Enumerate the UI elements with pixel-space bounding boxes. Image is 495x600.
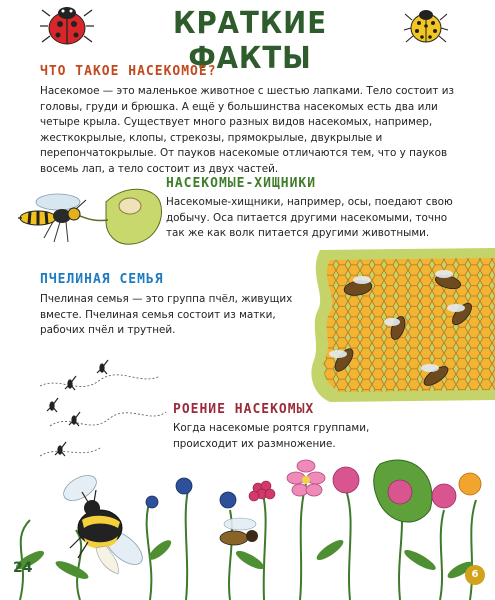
section-text-bee-family: Пчелиная семья — это группа пчёл, живущих вместе. Пчелиная семья состоит из матки, рабочих пчёл и трутней.: [40, 293, 293, 336]
ladybug-icon: [402, 6, 450, 46]
bumblebee-icon: [58, 470, 154, 580]
section-heading-swarming: РОЕНИЕ НАСЕКОМЫХ: [173, 402, 315, 417]
wasp-icon: [14, 180, 164, 258]
section-text-swarming: Когда насекомые роятся группами, происходит их размножение.: [173, 422, 370, 450]
ladybug-icon: [38, 4, 96, 48]
section-heading-bee-family: ПЧЕЛИНАЯ СЕМЬЯ: [40, 272, 164, 287]
publisher-logo: 6: [465, 565, 485, 585]
page-title: КРАТКИЕ ФАКТЫ: [173, 6, 327, 76]
page-number: 24: [13, 560, 33, 576]
section-heading-insect: ЧТО ТАКОЕ НАСЕКОМОЕ?: [40, 64, 217, 79]
section-text-insect: Насекомое — это маленькое животное с шестью лапками. Тело состоит из головы, груди и брюшка. А ещё у большинства насекомых есть два или четыре крыла. Существует много разных видов насекомых, например, жесткокрылые, клопы, стрекозы, прямокрылые, двукрылые и перепончатокрылые. От пауков насекомые отличаются тем, что у пауков восемь лап, а тело состоит из двух частей.: [40, 85, 455, 175]
honeycomb-icon: [300, 244, 495, 404]
section-heading-predators: НАСЕКОМЫЕ-ХИЩНИКИ: [166, 176, 317, 191]
section-text-predators: Насекомые-хищники, например, осы, поедают свою добычу. Оса питается другими насекомыми, точно так же как волк питается другими животными.: [166, 196, 453, 239]
